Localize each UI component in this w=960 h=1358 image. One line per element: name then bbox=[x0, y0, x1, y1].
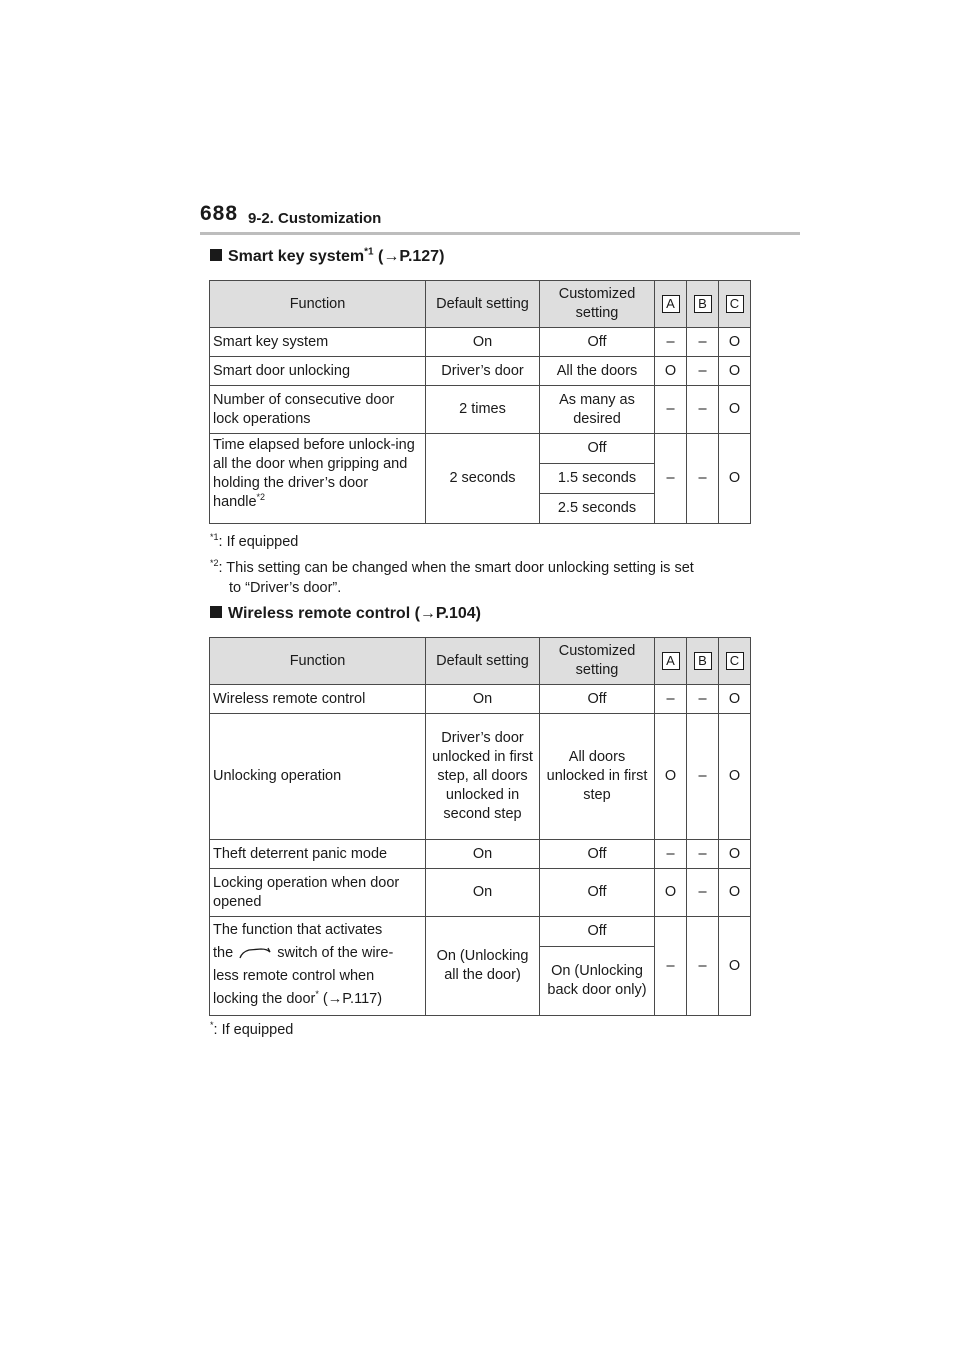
table-row bbox=[210, 685, 751, 714]
square-bullet-icon bbox=[210, 249, 222, 261]
cell-function: Smart door unlocking bbox=[210, 357, 426, 386]
wireless-heading bbox=[210, 605, 481, 623]
car-hatch-icon bbox=[237, 945, 273, 961]
col-customized: Customized setting bbox=[540, 281, 655, 328]
table-row bbox=[210, 714, 751, 840]
wireless-heading-text: Wireless remote control bbox=[228, 605, 411, 622]
table-row bbox=[210, 434, 751, 464]
cell-a: – bbox=[655, 840, 687, 869]
cell-customized: As many as desired bbox=[540, 386, 655, 434]
cell-a: – bbox=[655, 328, 687, 357]
col-default: Default setting bbox=[426, 281, 540, 328]
table-header-row bbox=[210, 281, 751, 328]
cell-customized: Off bbox=[540, 685, 655, 714]
col-customized: Customized setting bbox=[540, 638, 655, 685]
cell-a: – bbox=[655, 434, 687, 524]
cell-default: Driver’s door unlocked in first step, all doors unlocked in second step bbox=[426, 714, 540, 840]
table-row bbox=[210, 869, 751, 917]
cell-function: Locking operation when door opened bbox=[210, 869, 426, 917]
smart-key-page-ref[interactable]: (→P.127) bbox=[378, 248, 445, 265]
page-number: 688 bbox=[200, 202, 239, 225]
col-function: Function bbox=[210, 281, 426, 328]
cell-c: O bbox=[719, 840, 751, 869]
heading-footnote-mark: *1 bbox=[364, 246, 374, 258]
cell-b: – bbox=[687, 386, 719, 434]
cell-a: O bbox=[655, 357, 687, 386]
smart-key-heading bbox=[210, 248, 444, 266]
cell-b: – bbox=[687, 869, 719, 917]
table-row bbox=[210, 357, 751, 386]
cell-customized: On (Unlocking back door only) bbox=[540, 947, 655, 1016]
footnote-2: $^{*2}$: This setting can be changed when the smart door unlocking setting is set to “Driver’s door”. bbox=[210, 558, 694, 596]
cell-function: Time elapsed before unlock-ing all the door when gripping and holding the driver’s door handle$^{*2}$ bbox=[210, 434, 426, 524]
cell-customized: Off bbox=[540, 840, 655, 869]
cell-customized: Off bbox=[540, 434, 655, 464]
cell-customized: 1.5 seconds bbox=[540, 464, 655, 494]
cell-default: On bbox=[426, 685, 540, 714]
table-row bbox=[210, 386, 751, 434]
cell-default: On bbox=[426, 840, 540, 869]
cell-a: – bbox=[655, 685, 687, 714]
col-a: A bbox=[655, 281, 687, 328]
table-row bbox=[210, 917, 751, 947]
col-a: A bbox=[655, 638, 687, 685]
cell-a: O bbox=[655, 869, 687, 917]
table-row bbox=[210, 840, 751, 869]
cell-b: – bbox=[687, 840, 719, 869]
cell-b: – bbox=[687, 328, 719, 357]
cell-customized: Off bbox=[540, 869, 655, 917]
cell-customized: 2.5 seconds bbox=[540, 494, 655, 524]
section-title: 9-2. Customization bbox=[248, 210, 382, 227]
table-row bbox=[210, 328, 751, 357]
cell-b: – bbox=[687, 685, 719, 714]
cell-default: 2 times bbox=[426, 386, 540, 434]
col-c: C bbox=[719, 638, 751, 685]
cell-b: – bbox=[687, 714, 719, 840]
cell-a: – bbox=[655, 917, 687, 1016]
col-b: B bbox=[687, 281, 719, 328]
col-b: B bbox=[687, 638, 719, 685]
col-function: Function bbox=[210, 638, 426, 685]
cell-function: Number of consecutive door lock operations bbox=[210, 386, 426, 434]
col-c: C bbox=[719, 281, 751, 328]
cell-customized: All doors unlocked in first step bbox=[540, 714, 655, 840]
square-bullet-icon bbox=[210, 606, 222, 618]
cell-c: O bbox=[719, 869, 751, 917]
table-header-row bbox=[210, 638, 751, 685]
cell-function: Unlocking operation bbox=[210, 714, 426, 840]
cell-function: Smart key system bbox=[210, 328, 426, 357]
cell-customized: Off bbox=[540, 328, 655, 357]
cell-c: O bbox=[719, 434, 751, 524]
cell-c: O bbox=[719, 685, 751, 714]
cell-default: Driver’s door bbox=[426, 357, 540, 386]
wireless-table bbox=[209, 637, 751, 1016]
cell-b: – bbox=[687, 434, 719, 524]
cell-default: 2 seconds bbox=[426, 434, 540, 524]
cell-c: O bbox=[719, 357, 751, 386]
cell-function: Wireless remote control bbox=[210, 685, 426, 714]
header-rule bbox=[200, 232, 800, 235]
cell-c: O bbox=[719, 328, 751, 357]
cell-c: O bbox=[719, 917, 751, 1016]
cell-a: – bbox=[655, 386, 687, 434]
page-header bbox=[200, 202, 800, 235]
cell-c: O bbox=[719, 386, 751, 434]
cell-function: Theft deterrent panic mode bbox=[210, 840, 426, 869]
footnote-1: $^{*1}$: If equipped bbox=[210, 532, 299, 550]
smart-key-heading-text: Smart key system bbox=[228, 248, 365, 265]
cell-customized: All the doors bbox=[540, 357, 655, 386]
cell-a: O bbox=[655, 714, 687, 840]
cell-customized: Off bbox=[540, 917, 655, 947]
cell-default: On bbox=[426, 869, 540, 917]
cell-default: On bbox=[426, 328, 540, 357]
cell-c: O bbox=[719, 714, 751, 840]
cell-function: The function that activates the switch of the wire- less remote control when locking the door* (→P.117) bbox=[210, 917, 426, 1016]
cell-default: On (Unlocking all the door) bbox=[426, 917, 540, 1016]
cell-b: – bbox=[687, 917, 719, 1016]
smart-key-table bbox=[209, 280, 751, 524]
wireless-page-ref[interactable]: (→P.104) bbox=[414, 605, 481, 622]
footnote-wireless: *: If equipped bbox=[210, 1020, 294, 1038]
col-default: Default setting bbox=[426, 638, 540, 685]
cell-b: – bbox=[687, 357, 719, 386]
